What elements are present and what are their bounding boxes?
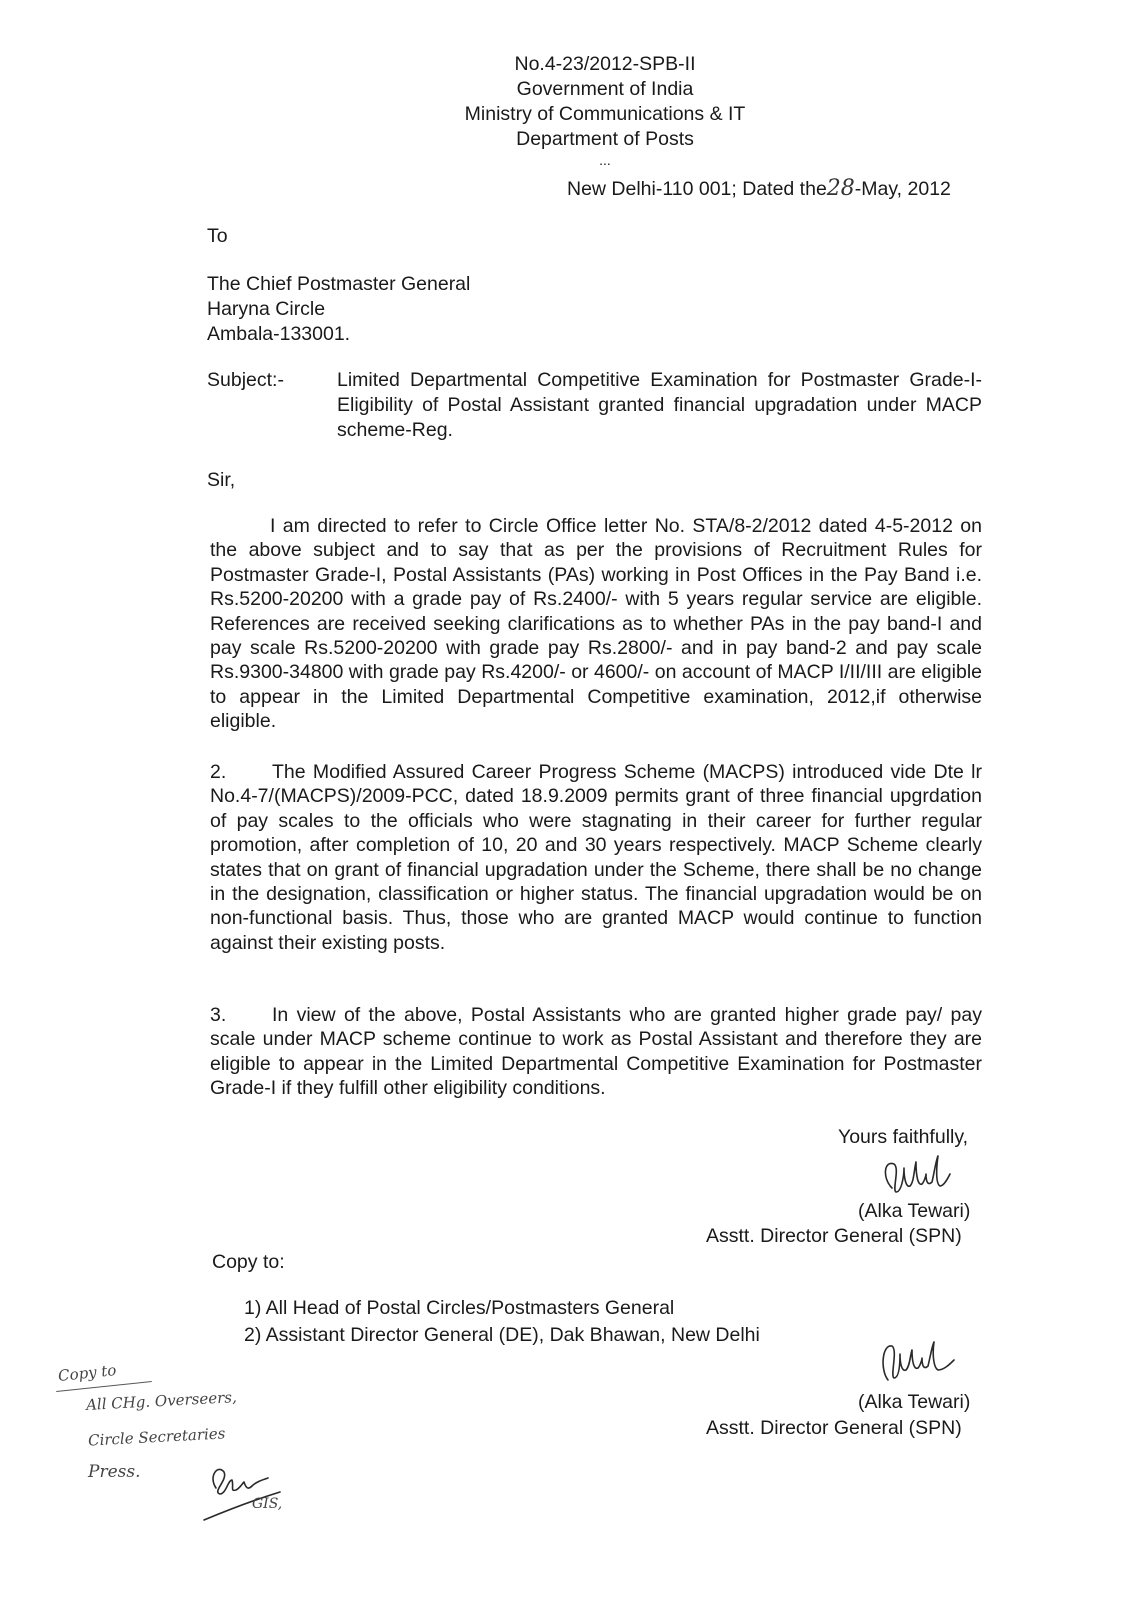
- paragraph-3-number: 3.: [210, 1004, 227, 1026]
- signatory-designation-2: Asstt. Director General (SPN): [706, 1417, 962, 1439]
- signatory-name: (Alka Tewari): [858, 1200, 971, 1222]
- initials-scribble: [198, 1458, 308, 1528]
- to-label: To: [207, 225, 228, 247]
- yours-faithfully: Yours faithfully,: [838, 1126, 969, 1148]
- recipient-line-1: The Chief Postmaster General: [207, 273, 471, 295]
- date-line: [567, 176, 951, 201]
- paragraph-2-number: 2.: [210, 761, 227, 783]
- subject-label: Subject:-: [207, 369, 284, 391]
- signatory-name-2: (Alka Tewari): [858, 1391, 971, 1413]
- salutation: Sir,: [207, 469, 236, 491]
- header-dots: ...: [599, 152, 611, 168]
- header-block: [400, 52, 810, 168]
- handwritten-date: 28: [826, 176, 855, 201]
- paragraph-3: In view of the above, Postal Assistants who are granted higher grade pay/ pay scale under MACP scheme continue to work as Postal Assistant and therefore they are eligible to appear in the Limited Departmental Competitive Examination for Postmaster Grade-I if they fulfill other eligibility conditions.: [210, 1004, 982, 1100]
- copy-to-list: [244, 1295, 760, 1349]
- reference-number: No.4-23/2012-SPB-II: [514, 53, 696, 75]
- handwritten-note-line-5: GIS,: [252, 1496, 283, 1512]
- recipient-line-3: Ambala-133001.: [207, 323, 351, 345]
- date-suffix: -May, 2012: [854, 178, 951, 200]
- handwritten-copy-to: Copy to: [57, 1360, 118, 1386]
- signature-2: [878, 1336, 978, 1388]
- paragraph-2: The Modified Assured Career Progress Scheme (MACPS) introduced vide Dte lr No.4-7/(MACPS)/2009-PCC, dated 18.9.2009 permits grant of three financial upgrdation of pay scales to the officials who were stagnating in their career for further regular promotion, after completion of 10, 20 and 30 years respectively. MACP Scheme clearly states that on grant of financial upgradation under the Scheme, there shall be no change in the designation, classification or higher status. The financial upgradation would be on non-functional basis. Thus, those who are granted MACP would continue to function against their existing posts.: [210, 761, 982, 954]
- copy-to-item-2: 2) Assistant Director General (DE), Dak Bhawan, New Delhi: [244, 1324, 760, 1346]
- copy-to-label: Copy to:: [212, 1251, 285, 1273]
- department-line: Department of Posts: [516, 128, 694, 150]
- government-line: Government of India: [516, 78, 694, 100]
- handwritten-note-line-2: All CHg. Overseers,: [85, 1388, 238, 1414]
- subject-text: Limited Departmental Competitive Examination for Postmaster Grade-I-Eligibility of Postal Assistant granted financial upgradation under MACP scheme-Reg.: [337, 369, 982, 441]
- place-date-prefix: New Delhi-110 001; Dated the: [567, 178, 827, 200]
- signatory-designation: Asstt. Director General (SPN): [706, 1225, 962, 1247]
- handwritten-note-line-3: Circle Secretaries: [87, 1424, 226, 1450]
- copy-to-item-1: 1) All Head of Postal Circles/Postmasters General: [244, 1297, 675, 1319]
- handwritten-note-line-4: Press.: [88, 1462, 141, 1482]
- recipient-block: [207, 272, 470, 347]
- paragraph-1: I am directed to refer to Circle Office letter No. STA/8-2/2012 dated 4-5-2012 on the above subject and to say that as per the provisions of Recruitment Rules for Postmaster Grade-I, Postal Assistants (PAs) working in Post Offices in the Pay Band i.e. Rs.5200-20200 with a grade pay of Rs.2400/- with 5 years regular service are eligible. References are received seeking clarifications as to whether PAs in the pay band-I and pay scale Rs.5200-20200 with grade pay Rs.2800/- and in pay band-2 and pay scale Rs.9300-34800 with grade pay Rs.4200/- or 4600/- on account of MACP I/II/III are eligible to appear in the Limited Departmental Competitive examination, 2012,if otherwise eligible.: [210, 515, 982, 733]
- recipient-line-2: Haryna Circle: [207, 298, 326, 320]
- ministry-line: Ministry of Communications & IT: [464, 103, 746, 125]
